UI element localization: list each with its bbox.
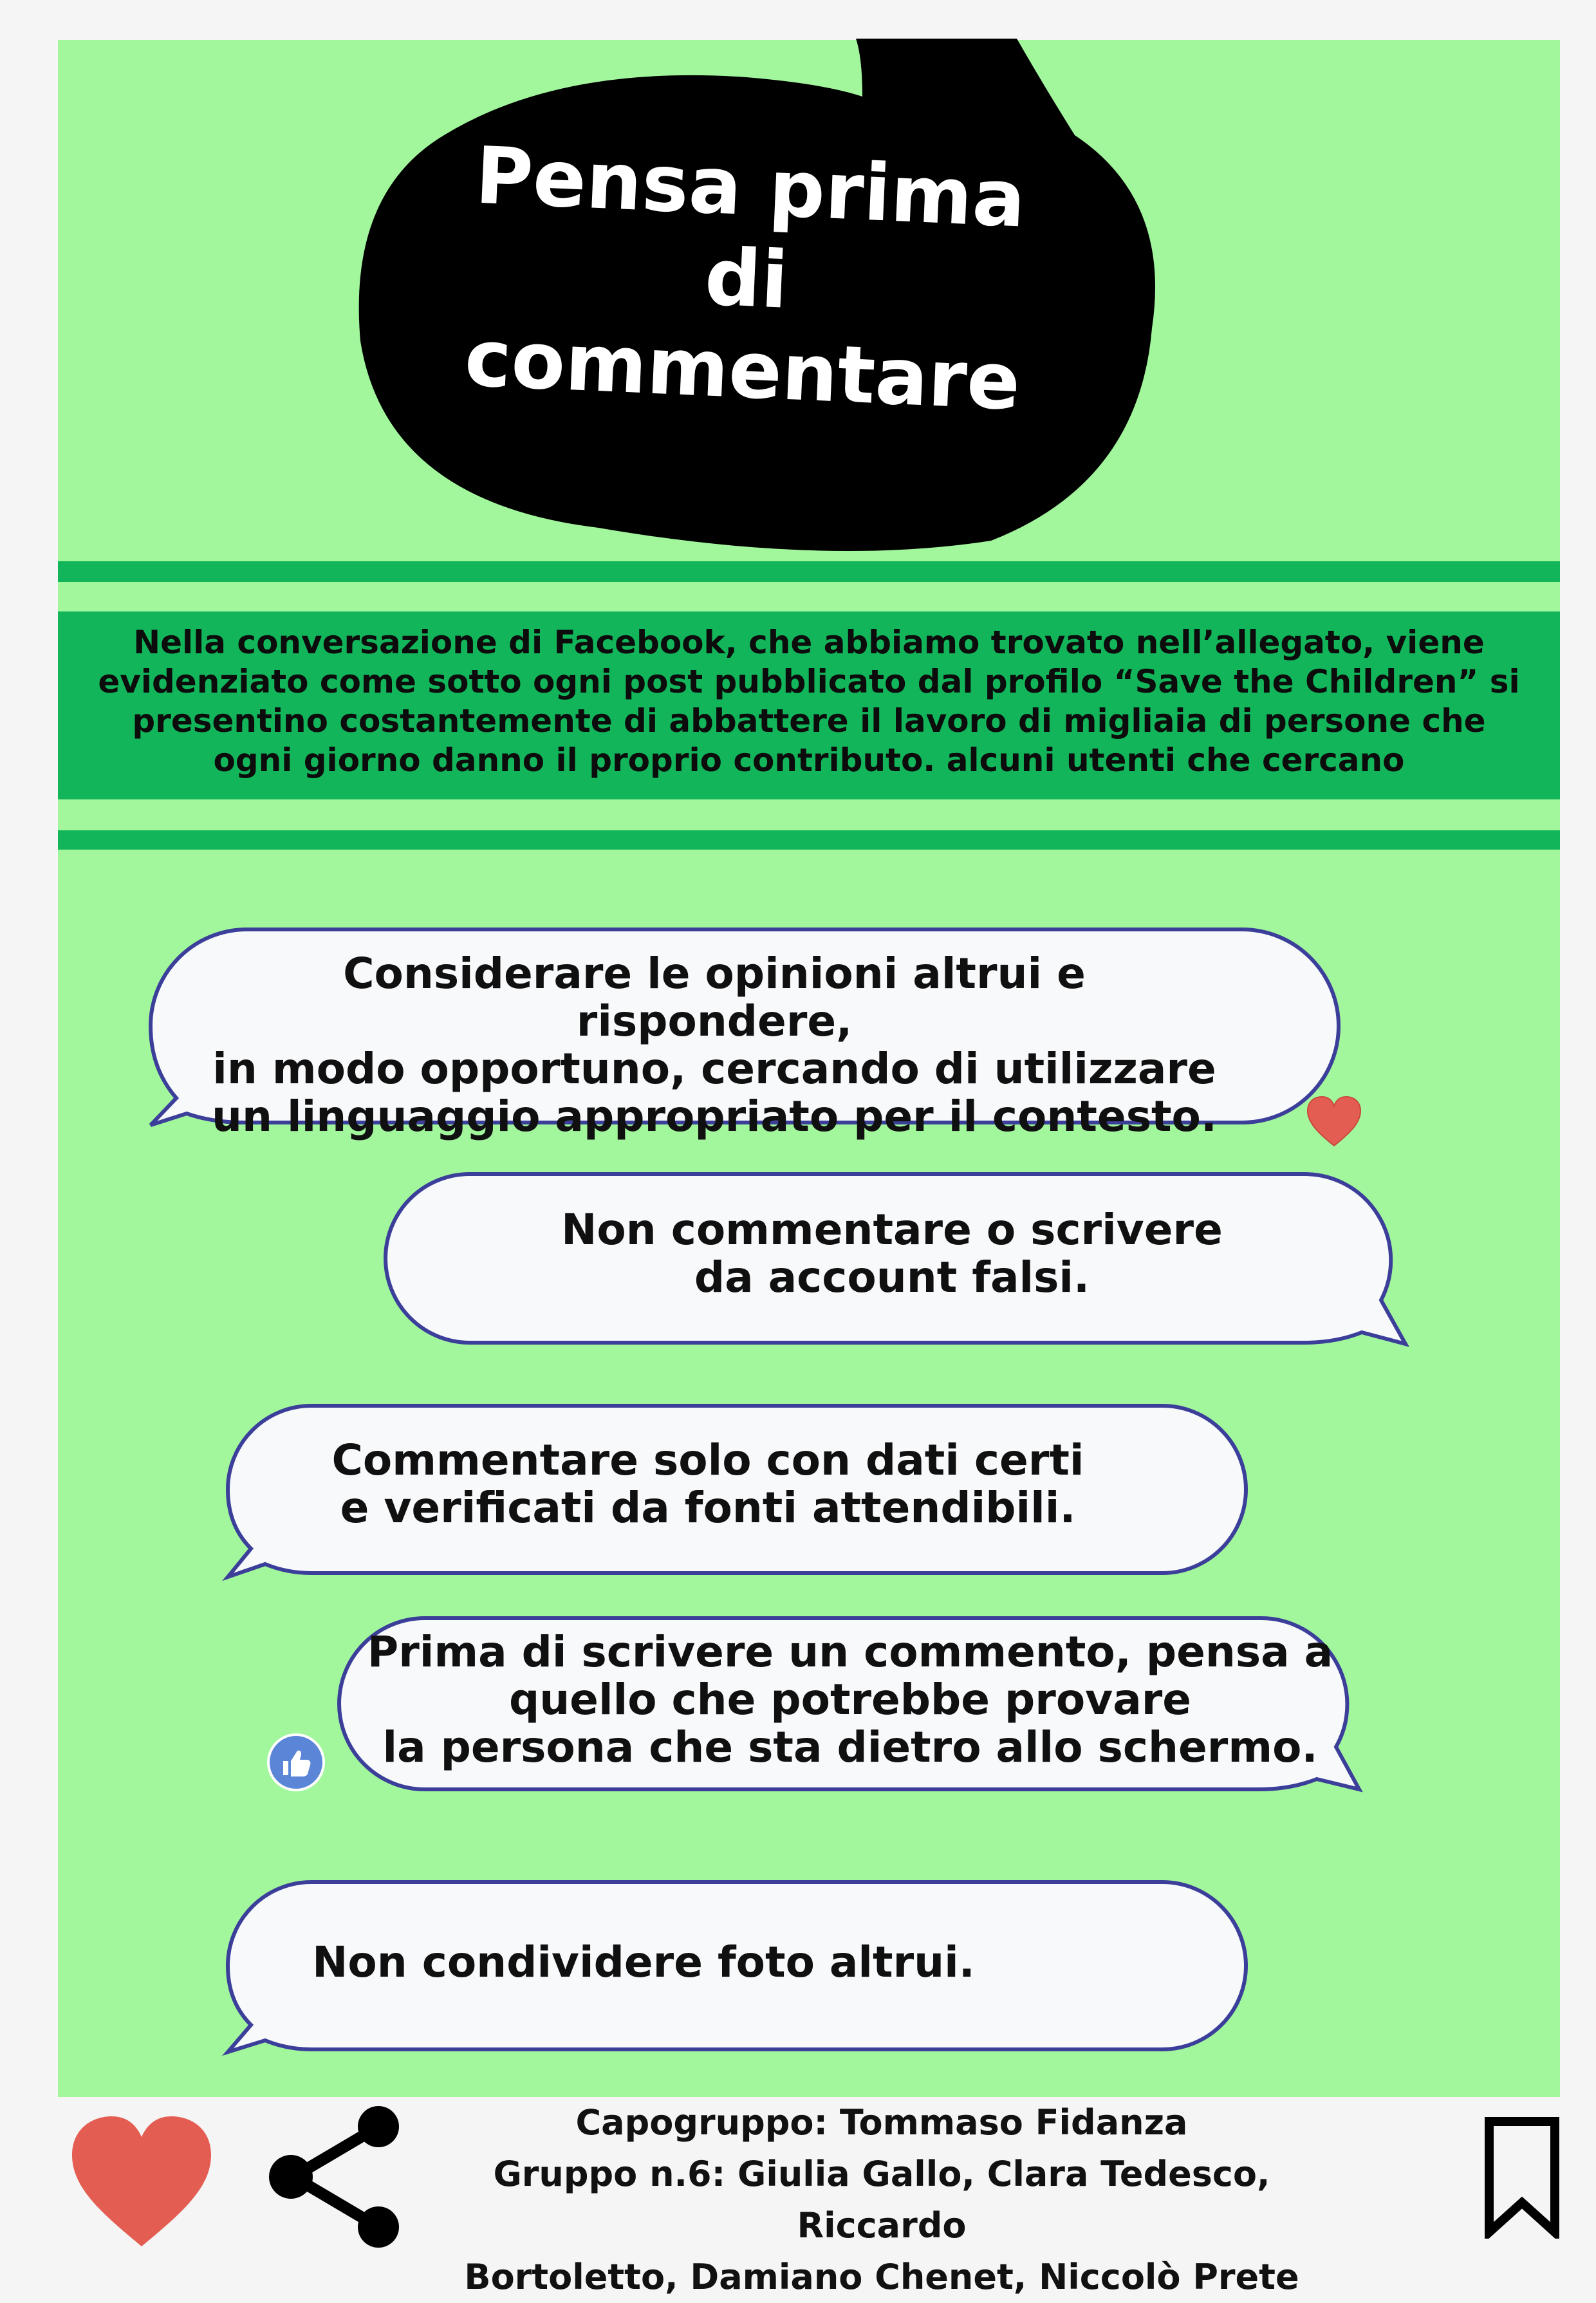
heart-icon[interactable] bbox=[67, 2111, 216, 2250]
intro-text: Nella conversazione di Facebook, che abbiamo trovato nell’allegato, viene evidenziato come sotto ogni post pubblicato dal profilo “Save the Children” si presentino costantemente di abbattere il lavoro di migliaia di persone che ogni giorno danno il proprio contributo. alcuni utenti che cercano bbox=[58, 611, 1560, 799]
divider-top bbox=[58, 561, 1560, 582]
poster-title bbox=[406, 127, 1087, 431]
heart-icon bbox=[1305, 1094, 1363, 1148]
credits bbox=[463, 2097, 1300, 2303]
credits-group-line-1: Gruppo n.6: Giulia Gallo, Clara Tedesco, Riccardo bbox=[493, 2154, 1270, 2246]
share-icon[interactable] bbox=[264, 2103, 405, 2250]
tip-text-5: Non condividere foto altrui. bbox=[312, 1937, 975, 1987]
tip-bubble-4 bbox=[339, 1616, 1362, 1793]
tip-text-3: Commentare solo con dati certi e verificati da fonti attendibili. bbox=[331, 1435, 1084, 1533]
like-icon bbox=[266, 1733, 326, 1792]
bookmark-icon[interactable] bbox=[1480, 2116, 1564, 2239]
title-line-1: Pensa prima bbox=[473, 129, 1028, 245]
credits-group-line-2: Bortoletto, Damiano Chenet, Niccolò Prete bbox=[464, 2257, 1299, 2297]
tip-text-1: Considerare le opinioni altrui e rispondere, in modo opportuno, cercando di utilizzare un linguaggio appropriato per il contesto. bbox=[212, 949, 1217, 1141]
divider-bottom bbox=[58, 830, 1560, 850]
title-line-2: di bbox=[703, 231, 790, 326]
tip-bubble-1 bbox=[148, 927, 1326, 1141]
credits-leader: Capogruppo: Tommaso Fidanza bbox=[575, 2102, 1188, 2143]
title-line-3: commentare bbox=[463, 312, 1023, 428]
tip-bubble-3 bbox=[225, 1403, 1248, 1578]
tip-bubble-5 bbox=[225, 1879, 1248, 2053]
tip-text-2: Non commentare o scrivere da account falsi. bbox=[561, 1205, 1223, 1302]
tip-bubble-2 bbox=[384, 1171, 1408, 1349]
tip-text-4: Prima di scrivere un commento, pensa a quello che potrebbe provare la persona che sta dietro allo schermo. bbox=[367, 1627, 1333, 1772]
